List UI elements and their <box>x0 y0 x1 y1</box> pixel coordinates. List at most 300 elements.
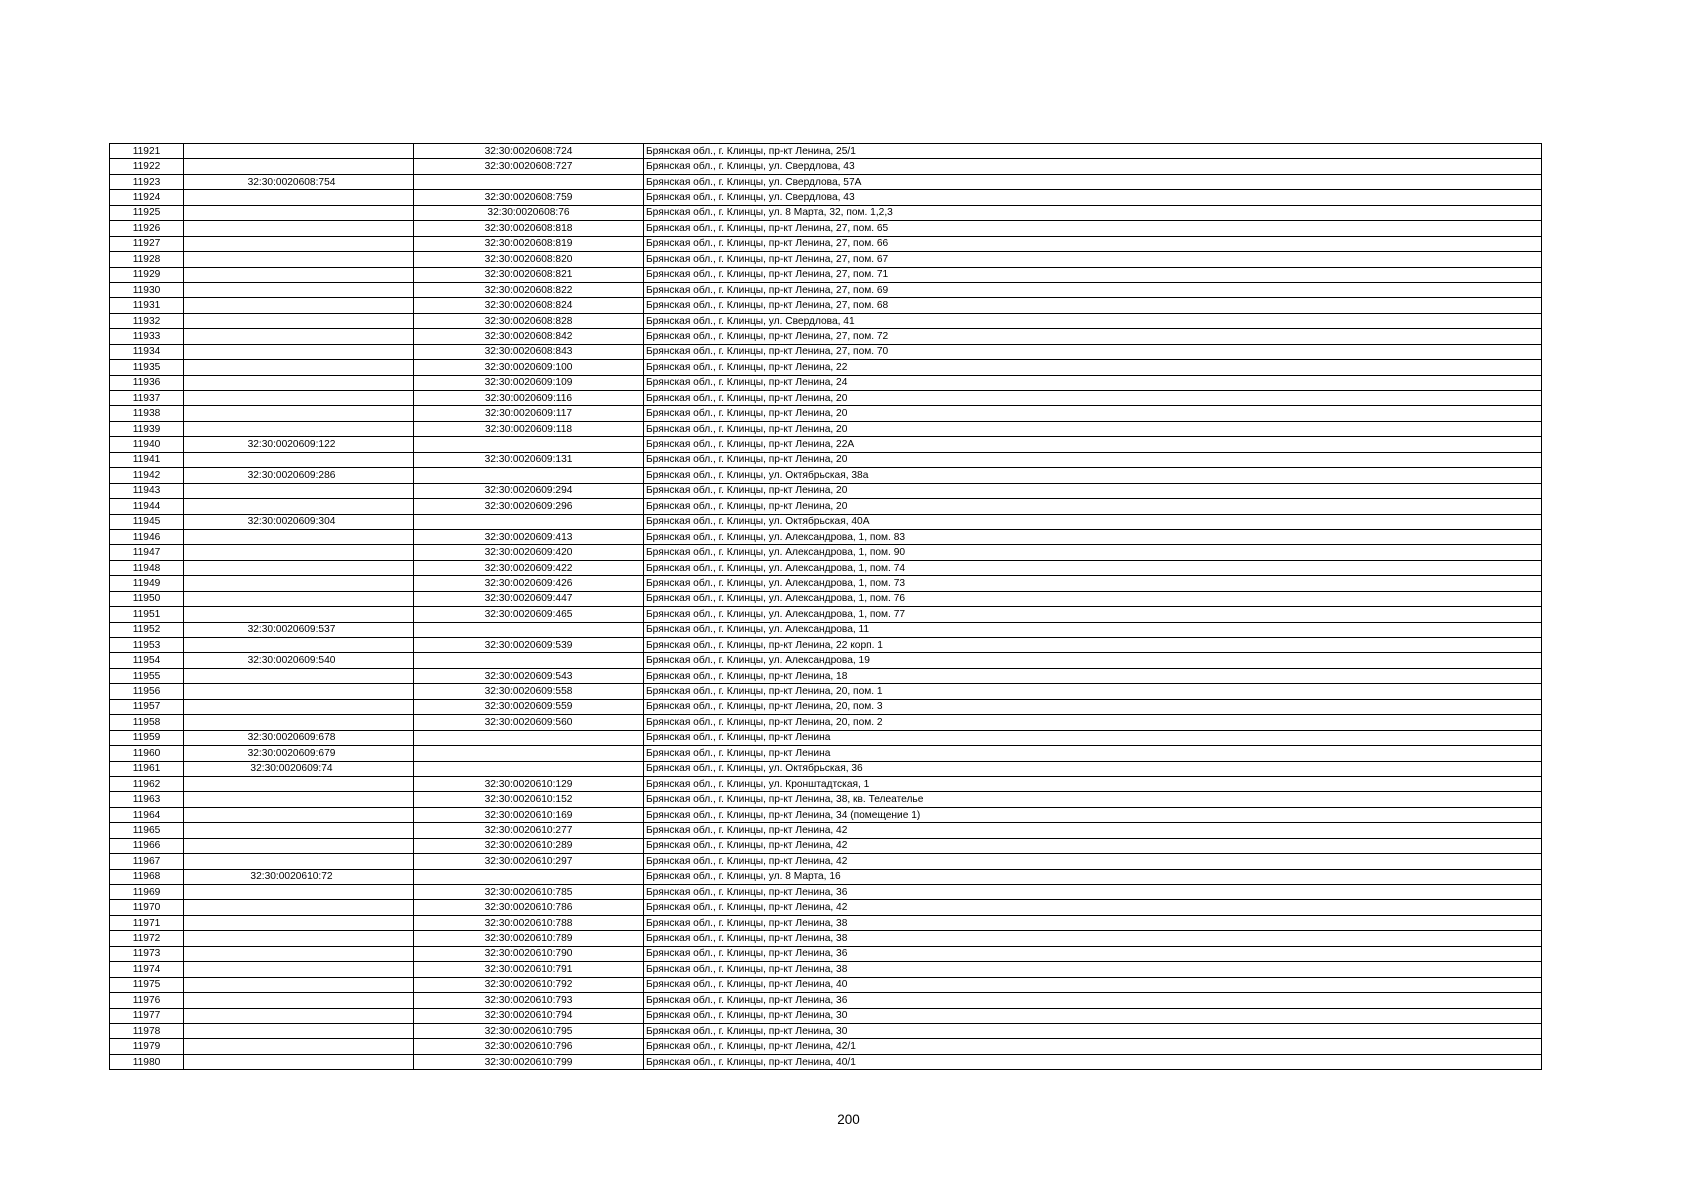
land-cadastral-number-cell <box>184 915 414 930</box>
land-cadastral-number-cell <box>184 838 414 853</box>
table-row <box>110 452 1542 467</box>
land-cadastral-number-cell <box>184 576 414 591</box>
table-row <box>110 746 1542 761</box>
table-row <box>110 977 1542 992</box>
row-number-cell: 11931 <box>110 298 184 313</box>
building-cadastral-number-cell: 32:30:0020609:560 <box>414 715 644 730</box>
row-number-cell: 11933 <box>110 329 184 344</box>
property-table-body <box>110 144 1542 1070</box>
address-cell: Брянская обл., г. Клинцы, ул. Александрова, 11 <box>644 622 1542 637</box>
row-number-cell: 11978 <box>110 1023 184 1038</box>
row-number-cell: 11947 <box>110 545 184 560</box>
building-cadastral-number-cell <box>414 174 644 189</box>
address-cell: Брянская обл., г. Клинцы, пр-кт Ленина, 25/1 <box>644 144 1542 159</box>
address-cell: Брянская обл., г. Клинцы, пр-кт Ленина, 38 <box>644 915 1542 930</box>
building-cadastral-number-cell: 32:30:0020610:129 <box>414 776 644 791</box>
row-number-cell: 11921 <box>110 144 184 159</box>
table-row <box>110 360 1542 375</box>
table-row <box>110 1054 1542 1069</box>
building-cadastral-number-cell: 32:30:0020608:819 <box>414 236 644 251</box>
land-cadastral-number-cell <box>184 282 414 297</box>
row-number-cell: 11939 <box>110 421 184 436</box>
land-cadastral-number-cell: 32:30:0020610:72 <box>184 869 414 884</box>
table-row <box>110 174 1542 189</box>
table-row <box>110 545 1542 560</box>
land-cadastral-number-cell <box>184 668 414 683</box>
land-cadastral-number-cell <box>184 684 414 699</box>
address-cell: Брянская обл., г. Клинцы, ул. Октябрьская, 40А <box>644 514 1542 529</box>
building-cadastral-number-cell: 32:30:0020608:820 <box>414 252 644 267</box>
row-number-cell: 11953 <box>110 638 184 653</box>
row-number-cell: 11941 <box>110 452 184 467</box>
building-cadastral-number-cell: 32:30:0020610:786 <box>414 900 644 915</box>
row-number-cell: 11952 <box>110 622 184 637</box>
land-cadastral-number-cell <box>184 885 414 900</box>
row-number-cell: 11955 <box>110 668 184 683</box>
building-cadastral-number-cell: 32:30:0020610:792 <box>414 977 644 992</box>
land-cadastral-number-cell <box>184 946 414 961</box>
row-number-cell: 11937 <box>110 391 184 406</box>
row-number-cell: 11972 <box>110 931 184 946</box>
row-number-cell: 11943 <box>110 483 184 498</box>
land-cadastral-number-cell <box>184 715 414 730</box>
building-cadastral-number-cell <box>414 869 644 884</box>
building-cadastral-number-cell: 32:30:0020610:277 <box>414 823 644 838</box>
table-row <box>110 807 1542 822</box>
row-number-cell: 11974 <box>110 962 184 977</box>
building-cadastral-number-cell: 32:30:0020610:289 <box>414 838 644 853</box>
address-cell: Брянская обл., г. Клинцы, ул. Свердлова, 41 <box>644 313 1542 328</box>
address-cell: Брянская обл., г. Клинцы, ул. Свердлова, 43 <box>644 159 1542 174</box>
row-number-cell: 11932 <box>110 313 184 328</box>
table-row <box>110 375 1542 390</box>
building-cadastral-number-cell: 32:30:0020608:843 <box>414 344 644 359</box>
land-cadastral-number-cell: 32:30:0020609:679 <box>184 746 414 761</box>
table-row <box>110 622 1542 637</box>
page-number: 200 <box>837 1112 860 1127</box>
row-number-cell: 11935 <box>110 360 184 375</box>
address-cell: Брянская обл., г. Клинцы, ул. Свердлова, 43 <box>644 190 1542 205</box>
building-cadastral-number-cell: 32:30:0020610:789 <box>414 931 644 946</box>
table-row <box>110 854 1542 869</box>
land-cadastral-number-cell <box>184 776 414 791</box>
address-cell: Брянская обл., г. Клинцы, пр-кт Ленина, 30 <box>644 1008 1542 1023</box>
building-cadastral-number-cell <box>414 514 644 529</box>
land-cadastral-number-cell <box>184 421 414 436</box>
building-cadastral-number-cell <box>414 746 644 761</box>
address-cell: Брянская обл., г. Клинцы, ул. Александрова, 1, пом. 74 <box>644 560 1542 575</box>
land-cadastral-number-cell <box>184 1008 414 1023</box>
address-cell: Брянская обл., г. Клинцы, пр-кт Ленина <box>644 746 1542 761</box>
table-row <box>110 684 1542 699</box>
land-cadastral-number-cell <box>184 391 414 406</box>
table-row <box>110 962 1542 977</box>
building-cadastral-number-cell: 32:30:0020609:117 <box>414 406 644 421</box>
row-number-cell: 11949 <box>110 576 184 591</box>
building-cadastral-number-cell: 32:30:0020610:793 <box>414 993 644 1008</box>
building-cadastral-number-cell: 32:30:0020609:558 <box>414 684 644 699</box>
address-cell: Брянская обл., г. Клинцы, пр-кт Ленина, 27, пом. 71 <box>644 267 1542 282</box>
row-number-cell: 11924 <box>110 190 184 205</box>
building-cadastral-number-cell: 32:30:0020608:727 <box>414 159 644 174</box>
land-cadastral-number-cell <box>184 205 414 220</box>
building-cadastral-number-cell: 32:30:0020609:447 <box>414 591 644 606</box>
table-row <box>110 931 1542 946</box>
table-row <box>110 653 1542 668</box>
land-cadastral-number-cell <box>184 190 414 205</box>
address-cell: Брянская обл., г. Клинцы, пр-кт Ленина, 42/1 <box>644 1039 1542 1054</box>
address-cell: Брянская обл., г. Клинцы, ул. Александрова, 1, пом. 90 <box>644 545 1542 560</box>
land-cadastral-number-cell <box>184 545 414 560</box>
address-cell: Брянская обл., г. Клинцы, пр-кт Ленина, 34 (помещение 1) <box>644 807 1542 822</box>
address-cell: Брянская обл., г. Клинцы, ул. 8 Марта, 16 <box>644 869 1542 884</box>
address-cell: Брянская обл., г. Клинцы, пр-кт Ленина, 27, пом. 67 <box>644 252 1542 267</box>
address-cell: Брянская обл., г. Клинцы, пр-кт Ленина, 40/1 <box>644 1054 1542 1069</box>
building-cadastral-number-cell: 32:30:0020610:169 <box>414 807 644 822</box>
address-cell: Брянская обл., г. Клинцы, пр-кт Ленина, 20 <box>644 391 1542 406</box>
building-cadastral-number-cell: 32:30:0020608:759 <box>414 190 644 205</box>
land-cadastral-number-cell <box>184 313 414 328</box>
row-number-cell: 11954 <box>110 653 184 668</box>
row-number-cell: 11959 <box>110 730 184 745</box>
address-cell: Брянская обл., г. Клинцы, пр-кт Ленина, 36 <box>644 946 1542 961</box>
row-number-cell: 11964 <box>110 807 184 822</box>
row-number-cell: 11928 <box>110 252 184 267</box>
table-row <box>110 668 1542 683</box>
row-number-cell: 11930 <box>110 282 184 297</box>
building-cadastral-number-cell: 32:30:0020610:790 <box>414 946 644 961</box>
building-cadastral-number-cell: 32:30:0020610:795 <box>414 1023 644 1038</box>
table-row <box>110 900 1542 915</box>
row-number-cell: 11977 <box>110 1008 184 1023</box>
address-cell: Брянская обл., г. Клинцы, пр-кт Ленина, 40 <box>644 977 1542 992</box>
land-cadastral-number-cell <box>184 221 414 236</box>
table-row <box>110 1039 1542 1054</box>
land-cadastral-number-cell <box>184 1039 414 1054</box>
table-row <box>110 483 1542 498</box>
address-cell: Брянская обл., г. Клинцы, пр-кт Ленина, 20, пом. 3 <box>644 699 1542 714</box>
land-cadastral-number-cell <box>184 900 414 915</box>
row-number-cell: 11970 <box>110 900 184 915</box>
address-cell: Брянская обл., г. Клинцы, пр-кт Ленина, 38, кв. Телеателье <box>644 792 1542 807</box>
building-cadastral-number-cell: 32:30:0020609:426 <box>414 576 644 591</box>
land-cadastral-number-cell <box>184 823 414 838</box>
table-row <box>110 282 1542 297</box>
row-number-cell: 11976 <box>110 993 184 1008</box>
land-cadastral-number-cell <box>184 607 414 622</box>
table-row <box>110 792 1542 807</box>
building-cadastral-number-cell <box>414 468 644 483</box>
building-cadastral-number-cell: 32:30:0020609:296 <box>414 499 644 514</box>
table-row <box>110 221 1542 236</box>
address-cell: Брянская обл., г. Клинцы, ул. Александрова, 1, пом. 77 <box>644 607 1542 622</box>
address-cell: Брянская обл., г. Клинцы, пр-кт Ленина, 42 <box>644 823 1542 838</box>
land-cadastral-number-cell <box>184 452 414 467</box>
land-cadastral-number-cell <box>184 591 414 606</box>
building-cadastral-number-cell: 32:30:0020609:465 <box>414 607 644 622</box>
table-row <box>110 638 1542 653</box>
land-cadastral-number-cell: 32:30:0020609:286 <box>184 468 414 483</box>
row-number-cell: 11951 <box>110 607 184 622</box>
building-cadastral-number-cell: 32:30:0020610:297 <box>414 854 644 869</box>
land-cadastral-number-cell <box>184 962 414 977</box>
row-number-cell: 11979 <box>110 1039 184 1054</box>
land-cadastral-number-cell: 32:30:0020609:537 <box>184 622 414 637</box>
land-cadastral-number-cell <box>184 1023 414 1038</box>
land-cadastral-number-cell: 32:30:0020609:122 <box>184 437 414 452</box>
land-cadastral-number-cell: 32:30:0020608:754 <box>184 174 414 189</box>
address-cell: Брянская обл., г. Клинцы, пр-кт Ленина, 42 <box>644 854 1542 869</box>
row-number-cell: 11944 <box>110 499 184 514</box>
table-row <box>110 869 1542 884</box>
table-row <box>110 298 1542 313</box>
row-number-cell: 11960 <box>110 746 184 761</box>
table-row <box>110 468 1542 483</box>
building-cadastral-number-cell <box>414 653 644 668</box>
building-cadastral-number-cell: 32:30:0020610:788 <box>414 915 644 930</box>
land-cadastral-number-cell <box>184 159 414 174</box>
address-cell: Брянская обл., г. Клинцы, пр-кт Ленина, 27, пом. 69 <box>644 282 1542 297</box>
table-row <box>110 499 1542 514</box>
land-cadastral-number-cell <box>184 993 414 1008</box>
table-row <box>110 1008 1542 1023</box>
building-cadastral-number-cell: 32:30:0020610:152 <box>414 792 644 807</box>
building-cadastral-number-cell: 32:30:0020609:294 <box>414 483 644 498</box>
land-cadastral-number-cell <box>184 699 414 714</box>
row-number-cell: 11934 <box>110 344 184 359</box>
address-cell: Брянская обл., г. Клинцы, пр-кт Ленина, 38 <box>644 962 1542 977</box>
address-cell: Брянская обл., г. Клинцы, пр-кт Ленина <box>644 730 1542 745</box>
table-row <box>110 252 1542 267</box>
building-cadastral-number-cell: 32:30:0020609:543 <box>414 668 644 683</box>
building-cadastral-number-cell: 32:30:0020608:842 <box>414 329 644 344</box>
building-cadastral-number-cell: 32:30:0020609:131 <box>414 452 644 467</box>
building-cadastral-number-cell: 32:30:0020610:791 <box>414 962 644 977</box>
table-row <box>110 915 1542 930</box>
row-number-cell: 11942 <box>110 468 184 483</box>
address-cell: Брянская обл., г. Клинцы, пр-кт Ленина, 18 <box>644 668 1542 683</box>
row-number-cell: 11980 <box>110 1054 184 1069</box>
table-row <box>110 607 1542 622</box>
land-cadastral-number-cell <box>184 977 414 992</box>
row-number-cell: 11927 <box>110 236 184 251</box>
row-number-cell: 11925 <box>110 205 184 220</box>
row-number-cell: 11973 <box>110 946 184 961</box>
building-cadastral-number-cell: 32:30:0020608:821 <box>414 267 644 282</box>
address-cell: Брянская обл., г. Клинцы, ул. Кронштадтская, 1 <box>644 776 1542 791</box>
building-cadastral-number-cell: 32:30:0020608:724 <box>414 144 644 159</box>
table-row <box>110 205 1542 220</box>
table-row <box>110 313 1542 328</box>
property-table <box>109 143 1542 1070</box>
address-cell: Брянская обл., г. Клинцы, пр-кт Ленина, 20 <box>644 406 1542 421</box>
row-number-cell: 11956 <box>110 684 184 699</box>
address-cell: Брянская обл., г. Клинцы, ул. Александрова, 1, пом. 76 <box>644 591 1542 606</box>
building-cadastral-number-cell: 32:30:0020610:794 <box>414 1008 644 1023</box>
building-cadastral-number-cell: 32:30:0020609:118 <box>414 421 644 436</box>
address-cell: Брянская обл., г. Клинцы, ул. Свердлова, 57А <box>644 174 1542 189</box>
row-number-cell: 11963 <box>110 792 184 807</box>
table-row <box>110 329 1542 344</box>
row-number-cell: 11958 <box>110 715 184 730</box>
building-cadastral-number-cell: 32:30:0020608:828 <box>414 313 644 328</box>
row-number-cell: 11962 <box>110 776 184 791</box>
land-cadastral-number-cell <box>184 144 414 159</box>
table-row <box>110 391 1542 406</box>
address-cell: Брянская обл., г. Клинцы, пр-кт Ленина, 20 <box>644 483 1542 498</box>
address-cell: Брянская обл., г. Клинцы, пр-кт Ленина, 42 <box>644 838 1542 853</box>
building-cadastral-number-cell <box>414 761 644 776</box>
table-row <box>110 144 1542 159</box>
table-row <box>110 591 1542 606</box>
row-number-cell: 11965 <box>110 823 184 838</box>
address-cell: Брянская обл., г. Клинцы, пр-кт Ленина, 24 <box>644 375 1542 390</box>
building-cadastral-number-cell: 32:30:0020609:100 <box>414 360 644 375</box>
address-cell: Брянская обл., г. Клинцы, пр-кт Ленина, 38 <box>644 931 1542 946</box>
building-cadastral-number-cell: 32:30:0020609:109 <box>414 375 644 390</box>
land-cadastral-number-cell: 32:30:0020609:678 <box>184 730 414 745</box>
row-number-cell: 11940 <box>110 437 184 452</box>
row-number-cell: 11945 <box>110 514 184 529</box>
address-cell: Брянская обл., г. Клинцы, пр-кт Ленина, 22 <box>644 360 1542 375</box>
building-cadastral-number-cell: 32:30:0020610:796 <box>414 1039 644 1054</box>
table-row <box>110 560 1542 575</box>
table-row <box>110 344 1542 359</box>
table-row <box>110 885 1542 900</box>
address-cell: Брянская обл., г. Клинцы, ул. Александрова, 19 <box>644 653 1542 668</box>
land-cadastral-number-cell <box>184 375 414 390</box>
table-row <box>110 159 1542 174</box>
row-number-cell: 11950 <box>110 591 184 606</box>
land-cadastral-number-cell <box>184 499 414 514</box>
address-cell: Брянская обл., г. Клинцы, пр-кт Ленина, 20 <box>644 499 1542 514</box>
row-number-cell: 11967 <box>110 854 184 869</box>
row-number-cell: 11975 <box>110 977 184 992</box>
land-cadastral-number-cell <box>184 1054 414 1069</box>
land-cadastral-number-cell: 32:30:0020609:540 <box>184 653 414 668</box>
table-row <box>110 993 1542 1008</box>
land-cadastral-number-cell <box>184 329 414 344</box>
table-row <box>110 823 1542 838</box>
address-cell: Брянская обл., г. Клинцы, пр-кт Ленина, 27, пом. 66 <box>644 236 1542 251</box>
table-row <box>110 776 1542 791</box>
row-number-cell: 11938 <box>110 406 184 421</box>
address-cell: Брянская обл., г. Клинцы, ул. Александрова, 1, пом. 73 <box>644 576 1542 591</box>
land-cadastral-number-cell <box>184 854 414 869</box>
building-cadastral-number-cell <box>414 437 644 452</box>
table-row <box>110 730 1542 745</box>
table-row <box>110 421 1542 436</box>
table-row <box>110 761 1542 776</box>
table-row <box>110 946 1542 961</box>
address-cell: Брянская обл., г. Клинцы, пр-кт Ленина, 36 <box>644 885 1542 900</box>
row-number-cell: 11948 <box>110 560 184 575</box>
table-row <box>110 529 1542 544</box>
table-row <box>110 715 1542 730</box>
table-row <box>110 267 1542 282</box>
building-cadastral-number-cell <box>414 622 644 637</box>
building-cadastral-number-cell: 32:30:0020609:539 <box>414 638 644 653</box>
table-row <box>110 576 1542 591</box>
land-cadastral-number-cell: 32:30:0020609:304 <box>184 514 414 529</box>
row-number-cell: 11929 <box>110 267 184 282</box>
building-cadastral-number-cell: 32:30:0020610:799 <box>414 1054 644 1069</box>
building-cadastral-number-cell: 32:30:0020609:413 <box>414 529 644 544</box>
building-cadastral-number-cell: 32:30:0020609:422 <box>414 560 644 575</box>
building-cadastral-number-cell: 32:30:0020608:76 <box>414 205 644 220</box>
address-cell: Брянская обл., г. Клинцы, пр-кт Ленина, 22А <box>644 437 1542 452</box>
row-number-cell: 11926 <box>110 221 184 236</box>
land-cadastral-number-cell <box>184 236 414 251</box>
land-cadastral-number-cell <box>184 560 414 575</box>
address-cell: Брянская обл., г. Клинцы, пр-кт Ленина, 27, пом. 72 <box>644 329 1542 344</box>
address-cell: Брянская обл., г. Клинцы, пр-кт Ленина, 30 <box>644 1023 1542 1038</box>
address-cell: Брянская обл., г. Клинцы, пр-кт Ленина, 27, пом. 70 <box>644 344 1542 359</box>
land-cadastral-number-cell <box>184 267 414 282</box>
land-cadastral-number-cell <box>184 638 414 653</box>
building-cadastral-number-cell: 32:30:0020610:785 <box>414 885 644 900</box>
row-number-cell: 11936 <box>110 375 184 390</box>
land-cadastral-number-cell <box>184 792 414 807</box>
building-cadastral-number-cell: 32:30:0020609:559 <box>414 699 644 714</box>
address-cell: Брянская обл., г. Клинцы, пр-кт Ленина, 20, пом. 1 <box>644 684 1542 699</box>
land-cadastral-number-cell <box>184 529 414 544</box>
building-cadastral-number-cell: 32:30:0020608:818 <box>414 221 644 236</box>
row-number-cell: 11966 <box>110 838 184 853</box>
land-cadastral-number-cell <box>184 406 414 421</box>
land-cadastral-number-cell <box>184 360 414 375</box>
land-cadastral-number-cell: 32:30:0020609:74 <box>184 761 414 776</box>
address-cell: Брянская обл., г. Клинцы, ул. Октябрьская, 36 <box>644 761 1542 776</box>
land-cadastral-number-cell <box>184 252 414 267</box>
address-cell: Брянская обл., г. Клинцы, ул. 8 Марта, 32, пом. 1,2,3 <box>644 205 1542 220</box>
building-cadastral-number-cell: 32:30:0020609:420 <box>414 545 644 560</box>
address-cell: Брянская обл., г. Клинцы, пр-кт Ленина, 42 <box>644 900 1542 915</box>
land-cadastral-number-cell <box>184 807 414 822</box>
table-row <box>110 838 1542 853</box>
table-row <box>110 437 1542 452</box>
address-cell: Брянская обл., г. Клинцы, пр-кт Ленина, 20 <box>644 421 1542 436</box>
land-cadastral-number-cell <box>184 483 414 498</box>
address-cell: Брянская обл., г. Клинцы, пр-кт Ленина, 27, пом. 65 <box>644 221 1542 236</box>
address-cell: Брянская обл., г. Клинцы, пр-кт Ленина, 20 <box>644 452 1542 467</box>
row-number-cell: 11922 <box>110 159 184 174</box>
row-number-cell: 11961 <box>110 761 184 776</box>
table-row <box>110 699 1542 714</box>
row-number-cell: 11968 <box>110 869 184 884</box>
building-cadastral-number-cell: 32:30:0020609:116 <box>414 391 644 406</box>
row-number-cell: 11957 <box>110 699 184 714</box>
table-row <box>110 1023 1542 1038</box>
table-row <box>110 514 1542 529</box>
table-row <box>110 190 1542 205</box>
building-cadastral-number-cell: 32:30:0020608:824 <box>414 298 644 313</box>
address-cell: Брянская обл., г. Клинцы, ул. Александрова, 1, пом. 83 <box>644 529 1542 544</box>
table-row <box>110 406 1542 421</box>
row-number-cell: 11923 <box>110 174 184 189</box>
land-cadastral-number-cell <box>184 344 414 359</box>
row-number-cell: 11971 <box>110 915 184 930</box>
address-cell: Брянская обл., г. Клинцы, пр-кт Ленина, 27, пом. 68 <box>644 298 1542 313</box>
row-number-cell: 11969 <box>110 885 184 900</box>
land-cadastral-number-cell <box>184 931 414 946</box>
building-cadastral-number-cell: 32:30:0020608:822 <box>414 282 644 297</box>
address-cell: Брянская обл., г. Клинцы, пр-кт Ленина, 36 <box>644 993 1542 1008</box>
table-row <box>110 236 1542 251</box>
address-cell: Брянская обл., г. Клинцы, пр-кт Ленина, 20, пом. 2 <box>644 715 1542 730</box>
address-cell: Брянская обл., г. Клинцы, пр-кт Ленина, 22 корп. 1 <box>644 638 1542 653</box>
address-cell: Брянская обл., г. Клинцы, ул. Октябрьская, 38а <box>644 468 1542 483</box>
